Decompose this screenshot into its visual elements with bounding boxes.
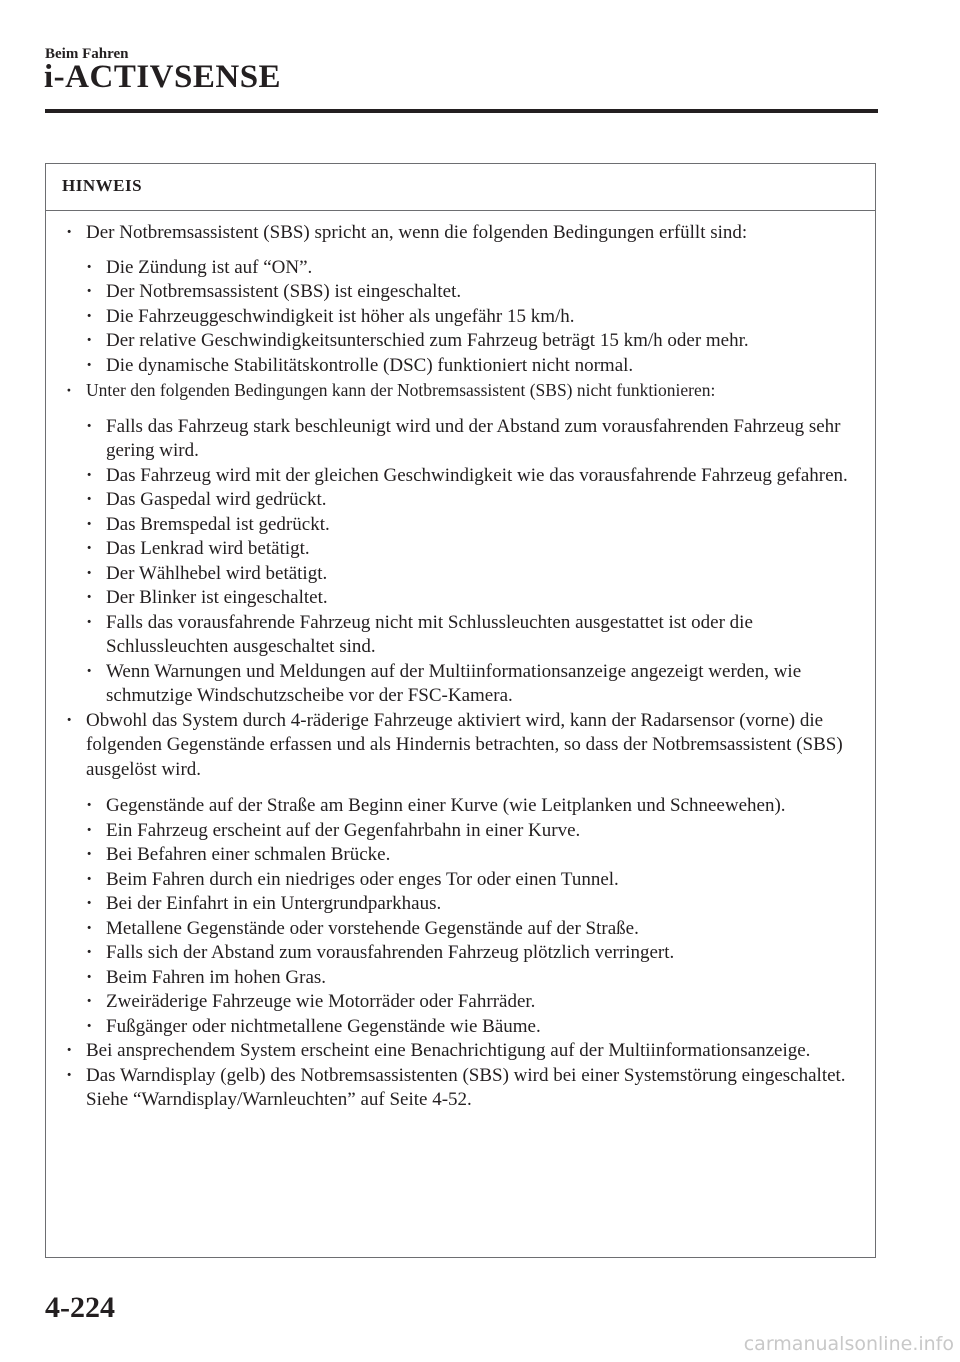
note-title-bar bbox=[46, 164, 875, 211]
note-subitem: · Die dynamische Stabilitätskontrolle (DSC) funktioniert nicht normal. bbox=[46, 354, 875, 379]
note-subitem: · Die Fahrzeuggeschwindigkeit ist höher als ungefähr 15 km/h. bbox=[46, 305, 875, 330]
note-subitem: · Der Wählhebel wird betätigt. bbox=[46, 562, 875, 587]
note-subitem: · Das Lenkrad wird betätigt. bbox=[46, 537, 875, 562]
note-subitem: · Ein Fahrzeug erscheint auf der Gegenfahrbahn in einer Kurve. bbox=[46, 819, 875, 844]
note-subitem: · Bei Befahren einer schmalen Brücke. bbox=[46, 843, 875, 868]
note-subitem: · Das Fahrzeug wird mit der gleichen Geschwindigkeit wie das vorausfahrende Fahrzeug gefahren. bbox=[46, 464, 875, 489]
note-item: · Obwohl das System durch 4-räderige Fahrzeuge aktiviert wird, kann der Radarsensor (vorne) die folgenden Gegenstände erfassen und als Hindernis betrachten, so dass der Notbremsassistent (SBS) ausgelöst wird. bbox=[46, 709, 875, 783]
header-rule bbox=[45, 109, 878, 113]
note-sublist bbox=[46, 256, 875, 379]
note-subitem: · Das Gaspedal wird gedrückt. bbox=[46, 488, 875, 513]
note-subitem: · Beim Fahren durch ein niedriges oder enges Tor oder einen Tunnel. bbox=[46, 868, 875, 893]
note-title: HINWEIS bbox=[62, 176, 143, 195]
note-subitem: · Falls sich der Abstand zum vorausfahrenden Fahrzeug plötzlich verringert. bbox=[46, 941, 875, 966]
note-subitem: · Gegenstände auf der Straße am Beginn einer Kurve (wie Leitplanken und Schneewehen). bbox=[46, 794, 875, 819]
page-number: 4-224 bbox=[45, 1291, 115, 1324]
note-subitem: · Metallene Gegenstände oder vorstehende Gegenstände auf der Straße. bbox=[46, 917, 875, 942]
note-subitem: · Der Blinker ist eingeschaltet. bbox=[46, 586, 875, 611]
note-subitem: · Der Notbremsassistent (SBS) ist eingeschaltet. bbox=[46, 280, 875, 305]
note-subitem: · Fußgänger oder nichtmetallene Gegenstände wie Bäume. bbox=[46, 1015, 875, 1040]
note-subitem: · Falls das Fahrzeug stark beschleunigt wird und der Abstand zum vorausfahrenden Fahrzeug sehr gering wird. bbox=[46, 415, 875, 464]
note-subitem: · Wenn Warnungen und Meldungen auf der Multiinformationsanzeige angezeigt werden, wie schmutzige Windschutzscheibe vor der FSC-Kamera. bbox=[46, 660, 875, 709]
note-item: · Unter den folgenden Bedingungen kann der Notbremsassistent (SBS) nicht funktionieren: bbox=[46, 378, 875, 403]
note-item: · Das Warndisplay (gelb) des Notbremsassistenten (SBS) wird bei einer Systemstörung eingeschaltet. bbox=[46, 1064, 875, 1089]
watermark: carmanualsonline.info bbox=[743, 1333, 954, 1355]
note-subitem: · Die Zündung ist auf “ON”. bbox=[46, 256, 875, 281]
note-item: · Der Notbremsassistent (SBS) spricht an, wenn die folgenden Bedingungen erfüllt sind: bbox=[46, 221, 875, 246]
note-sublist bbox=[46, 415, 875, 709]
chapter-title: i-ACTIVSENSE bbox=[44, 59, 282, 95]
note-subitem: · Beim Fahren im hohen Gras. bbox=[46, 966, 875, 991]
note-item: · Bei ansprechendem System erscheint eine Benachrichtigung auf der Multiinformationsanzeige. bbox=[46, 1039, 875, 1064]
note-subitem: · Der relative Geschwindigkeitsunterschied zum Fahrzeug beträgt 15 km/h oder mehr. bbox=[46, 329, 875, 354]
page-reference: Siehe “Warndisplay/Warnleuchten” auf Seite 4-52. bbox=[86, 1089, 472, 1110]
note-subitem: · Das Bremspedal ist gedrückt. bbox=[46, 513, 875, 538]
note-box bbox=[45, 163, 876, 1258]
section-label: Beim Fahren bbox=[45, 46, 129, 62]
note-subitem: · Bei der Einfahrt in ein Untergrundparkhaus. bbox=[46, 892, 875, 917]
note-subitem: · Falls das vorausfahrende Fahrzeug nicht mit Schlussleuchten ausgestattet ist oder die Schlussleuchten ausgeschaltet sind. bbox=[46, 611, 875, 660]
note-subitem: · Zweiräderige Fahrzeuge wie Motorräder oder Fahrräder. bbox=[46, 990, 875, 1015]
note-content bbox=[46, 211, 875, 1113]
note-sublist bbox=[46, 794, 875, 1039]
